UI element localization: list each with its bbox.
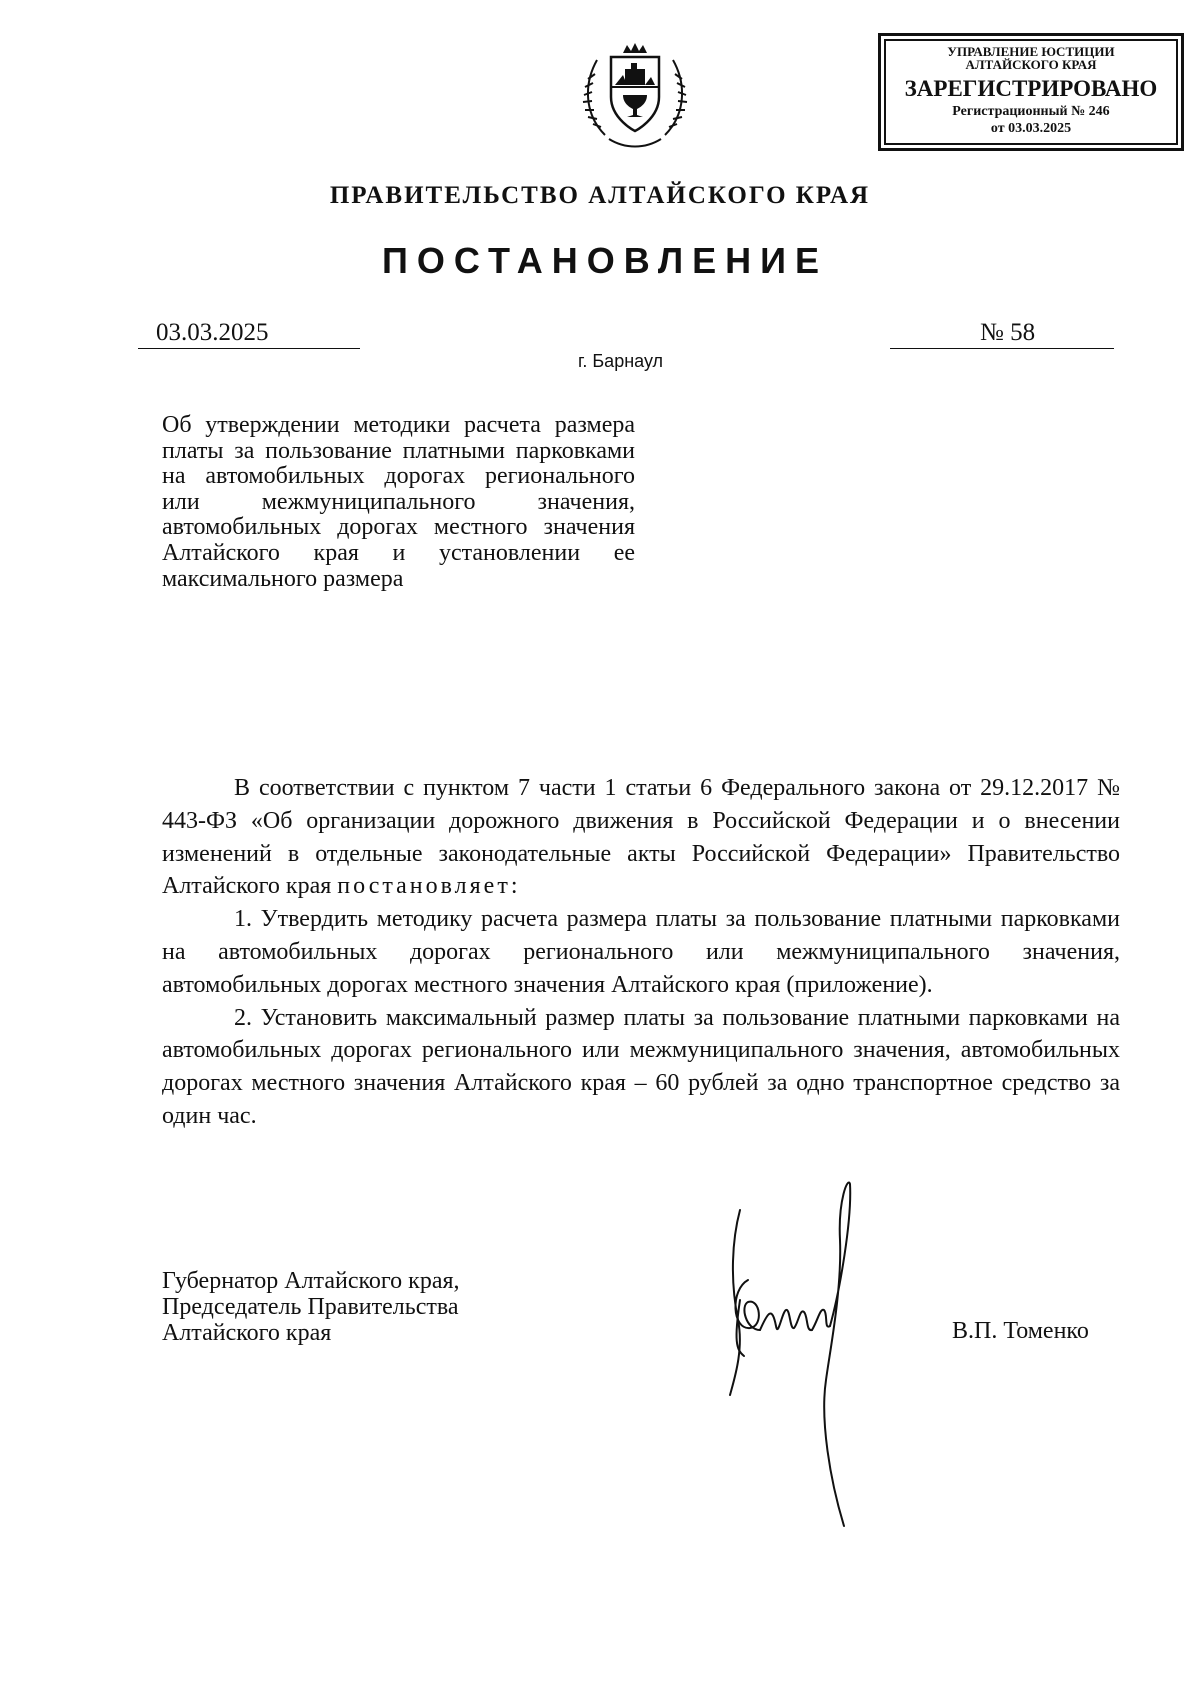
handwritten-signature [720,1180,870,1540]
decree-colon: : [510,873,518,900]
signer-title-line-2: Председатель Правительства [162,1294,459,1320]
item-2-paragraph: 2. Установить максимальный размер платы за пользование платными парковками на автомобильных дорогах регионального или межмуниципального значения, автомобильных дорогах местного значения Алтайского края – 60 рублей за одно транспортное средство за один час. [162,1004,1120,1129]
government-title: ПРАВИТЕЛЬСТВО АЛТАЙСКОГО КРАЯ [329,182,871,209]
document-number: № 58 [890,318,1114,349]
decree-word: постановляет [337,873,511,900]
stamp-organization: УПРАВЛЕНИЕ ЮСТИЦИИ АЛТАЙСКОГО КРАЯ [947,44,1115,72]
preamble-paragraph [162,772,1120,903]
signer-name: В.П. Томенко [952,1318,1089,1344]
stamp-registration-number: Регистрационный № 246 [952,104,1110,119]
signer-title-line-3: Алтайского края [162,1320,332,1346]
registration-stamp [878,33,1184,151]
document-date: 03.03.2025 [138,318,360,349]
document-subject: Об утверждении методики расчета размера платы за пользование платными парковками на автомобильных дорогах регионального или межмуниципального значения, автомобильных дорогах местного значения Алтайского края и установлении ее максимального размера [162,412,635,592]
item-1-paragraph: 1. Утвердить методику расчета размера платы за пользование платными парковками на автомобильных дорогах регионального или межмуниципального значения, автомобильных дорогах местного значения Алтайского края (приложение). [162,906,1120,998]
document-body [162,772,1120,1133]
document-city: г. Барнаул [578,351,664,371]
signer-title-block [162,1268,460,1346]
signer-title-line-1: Губернатор Алтайского края, [162,1268,460,1294]
document-type: ПОСТАНОВЛЕНИЕ [382,240,828,281]
stamp-date: от 03.03.2025 [990,121,1072,136]
stamp-status: ЗАРЕГИСТРИРОВАНО [904,76,1158,101]
preamble-text: В соответствии с пунктом 7 части 1 статьи 6 Федерального закона от 29.12.2017 № 443-ФЗ «Об организации дорожного движения в Российской Федерации и о внесении изменений в отдельные законодательные акты Российской Федерации» Правительство Алтайского края [162,775,1120,900]
coat-of-arms-emblem [575,35,695,155]
